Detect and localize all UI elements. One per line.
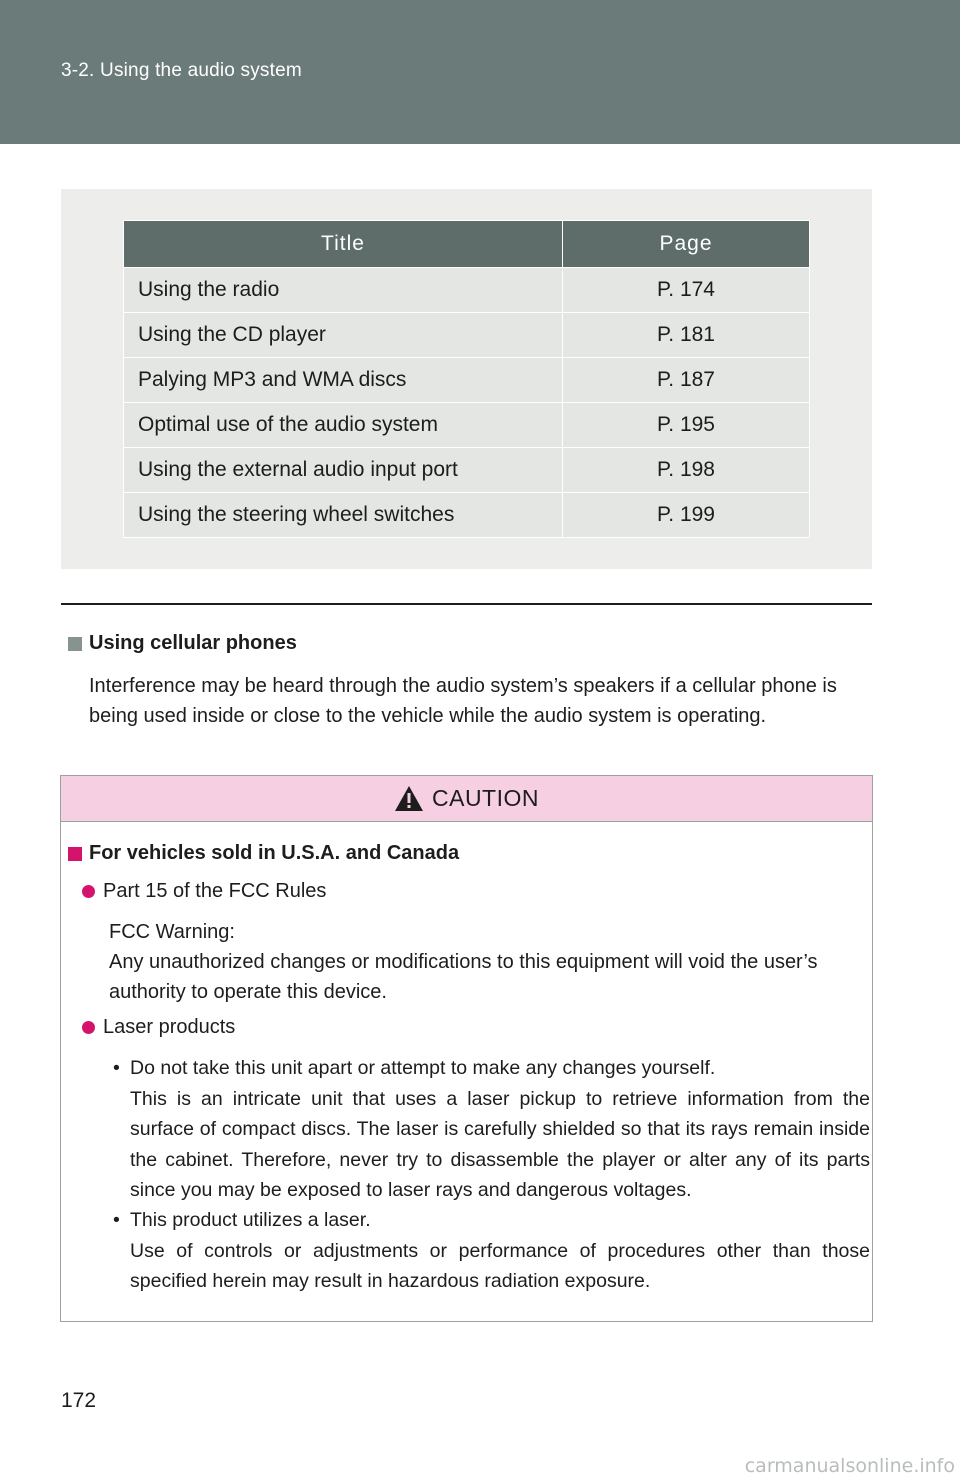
row-page: P. 174 — [563, 268, 810, 313]
page-number: 172 — [61, 1389, 97, 1412]
section-divider — [61, 603, 872, 605]
row-title: Using the radio — [124, 268, 563, 313]
caution-header — [61, 776, 872, 822]
row-page: P. 199 — [563, 493, 810, 538]
caution-item-text: Part 15 of the FCC Rules — [103, 880, 327, 902]
row-page: P. 181 — [563, 313, 810, 358]
laser-note-1-title: Do not take this unit apart or attempt to make any changes yourself. — [130, 1057, 716, 1079]
fcc-warning-text: Any unauthorized changes or modifications to this equipment will void the user’s authority to operate this device. — [109, 951, 818, 1003]
row-title: Using the external audio input port — [124, 448, 563, 493]
laser-note-2-detail: Use of controls or adjustments or performance of procedures other than those specified herein may result in hazardous radiation exposure. — [130, 1239, 870, 1292]
circle-bullet-icon — [82, 885, 95, 898]
square-bullet-icon — [68, 847, 82, 861]
note-body: Interference may be heard through the audio system’s speakers if a cellular phone is being used inside or close to the vehicle while the audio system is operating. — [89, 675, 837, 727]
caution-label: CAUTION — [432, 785, 539, 811]
reference-table — [123, 220, 810, 538]
row-title: Using the CD player — [124, 313, 563, 358]
caution-item-text: Laser products — [103, 1016, 236, 1038]
table-row — [124, 358, 810, 403]
watermark: carmanualsonline.info — [744, 1455, 955, 1477]
row-page: P. 198 — [563, 448, 810, 493]
caution-item-fcc — [82, 880, 326, 903]
table-row — [124, 403, 810, 448]
row-title: Palying MP3 and WMA discs — [124, 358, 563, 403]
reference-table-panel — [61, 189, 872, 569]
laser-note-2-title: This product utilizes a laser. — [130, 1209, 371, 1231]
table-row — [124, 313, 810, 358]
laser-note-2 — [113, 1205, 870, 1297]
note-heading — [68, 632, 297, 655]
section-title: 3-2. Using the audio system — [61, 60, 302, 81]
dot-bullet-icon: • — [113, 1209, 120, 1231]
row-page: P. 187 — [563, 358, 810, 403]
row-title: Using the steering wheel switches — [124, 493, 563, 538]
table-row — [124, 493, 810, 538]
laser-note-1 — [113, 1053, 870, 1206]
caution-subtitle — [68, 842, 459, 865]
caution-box — [60, 775, 873, 1322]
caution-item-laser — [82, 1016, 235, 1039]
laser-note-1-detail: This is an intricate unit that uses a laser pickup to retrieve information from the surface of compact discs. The laser is carefully shielded so that its rays remain inside the cabinet. Therefore, never try to disassemble the player or alter any of its parts since you may be exposed to laser rays and dangerous voltages. — [130, 1087, 870, 1201]
table-row — [124, 268, 810, 313]
page-header — [0, 0, 960, 144]
circle-bullet-icon — [82, 1021, 95, 1034]
column-header-page: Page — [563, 221, 810, 268]
warning-triangle-icon — [394, 785, 424, 812]
note-title: Using cellular phones — [89, 632, 297, 654]
row-page: P. 195 — [563, 403, 810, 448]
fcc-warning-label: FCC Warning: — [109, 921, 235, 943]
table-header-row — [124, 221, 810, 268]
table-row — [124, 448, 810, 493]
row-title: Optimal use of the audio system — [124, 403, 563, 448]
square-bullet-icon — [68, 637, 82, 651]
column-header-title: Title — [124, 221, 563, 268]
dot-bullet-icon: • — [113, 1057, 120, 1079]
caution-subtitle-text: For vehicles sold in U.S.A. and Canada — [89, 842, 460, 864]
